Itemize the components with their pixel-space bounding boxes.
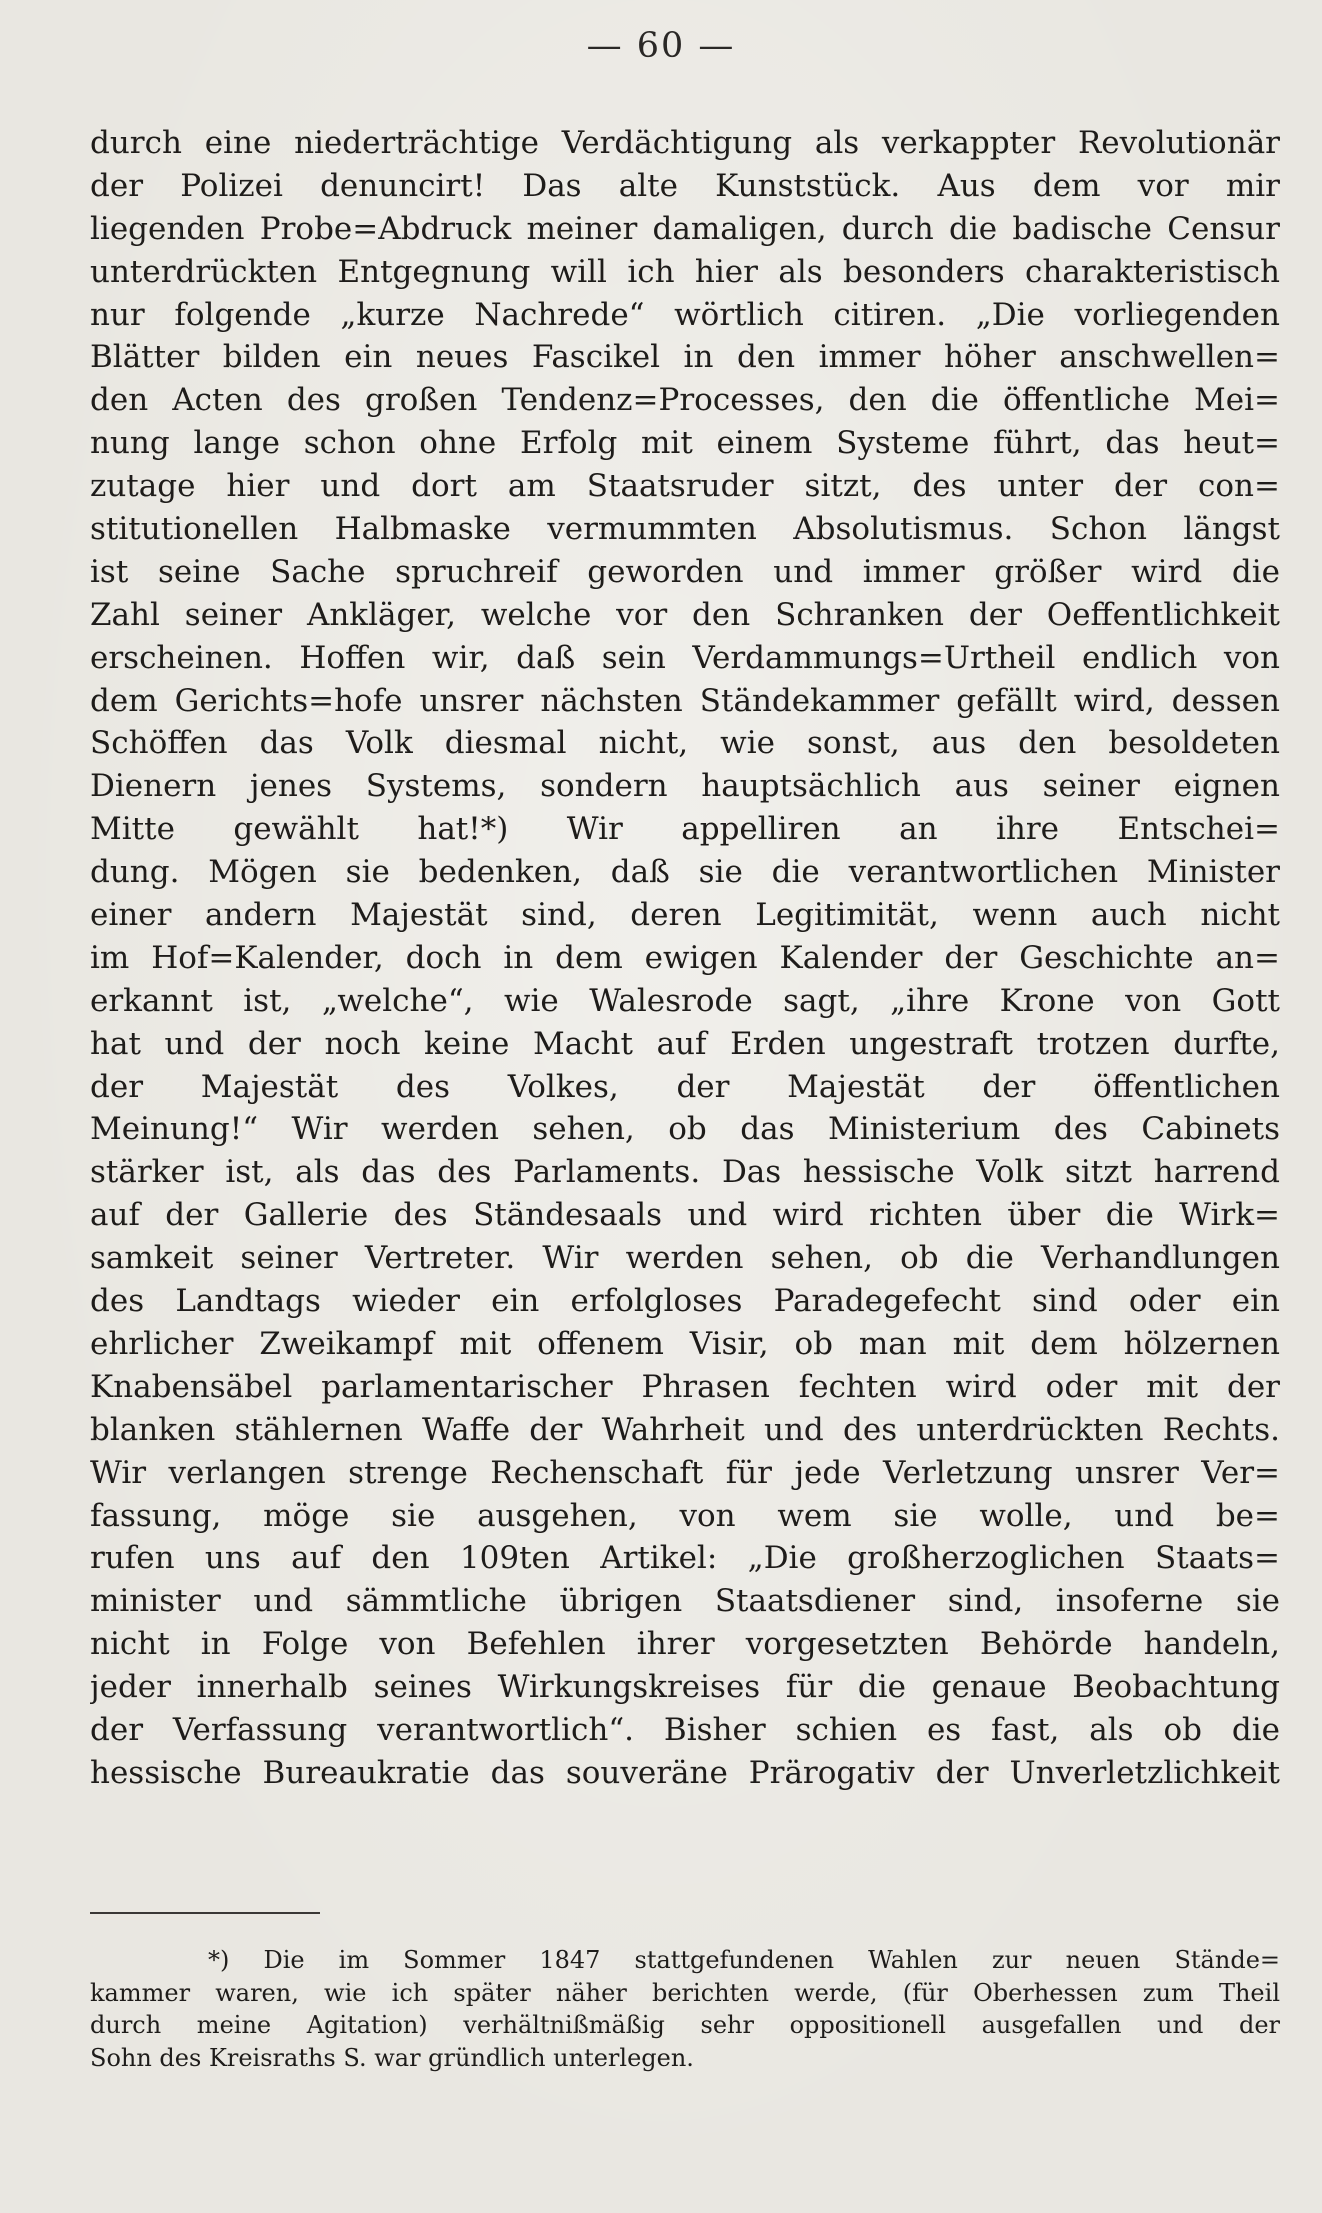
text-line: Knabensäbel parlamentarischer Phrasen fechten wird oder mit der (90, 1368, 1280, 1405)
text-line: erkannt ist, „welche“, wie Walesrode sagt, „ihre Krone von Gott (90, 982, 1280, 1019)
text-line: Mitte gewählt hat!*) Wir appelliren an ihre Entschei= (90, 811, 1280, 848)
text-line: hat und der noch keine Macht auf Erden ungestraft trotzen durfte, (90, 1025, 1280, 1062)
text-line: stärker ist, als das des Parlaments. Das hessische Volk sitzt harrend (90, 1154, 1280, 1191)
text-line: jeder innerhalb seines Wirkungskreises für die genaue Beobachtung (90, 1669, 1280, 1706)
text-line: unterdrückten Entgegnung will ich hier als besonders charakteristisch (90, 253, 1280, 290)
text-line: Meinung!“ Wir werden sehen, ob das Ministerium des Cabinets (90, 1111, 1280, 1148)
text-line: ist seine Sache spruchreif geworden und immer größer wird die (90, 553, 1280, 590)
footnote-divider (90, 1912, 320, 1914)
text-line: Dienern jenes Systems, sondern hauptsächlich aus seiner eignen (90, 768, 1280, 805)
text-line: erscheinen. Hoffen wir, daß sein Verdammungs=Urtheil endlich von (90, 639, 1280, 676)
text-line: dung. Mögen sie bedenken, daß sie die verantwortlichen Minister (90, 854, 1280, 891)
text-line: einer andern Majestät sind, deren Legitimität, wenn auch nicht (90, 897, 1280, 934)
footnote-line: durch meine Agitation) verhältnißmäßig sehr oppositionell ausgefallen und der (90, 2011, 1280, 2039)
text-line: des Landtags wieder ein erfolgloses Paradegefecht sind oder ein (90, 1283, 1280, 1320)
text-line: Blätter bilden ein neues Fascikel in den immer höher anschwellen= (90, 339, 1280, 376)
text-line: den Acten des großen Tendenz=Processes, den die öffentliche Mei= (90, 382, 1280, 419)
text-line: der Verfassung verantwortlich“. Bisher schien es fast, als ob die (90, 1711, 1280, 1748)
text-line: nicht in Folge von Befehlen ihrer vorgesetzten Behörde handeln, (90, 1626, 1280, 1663)
text-line: dem Gerichts=hofe unsrer nächsten Ständekammer gefällt wird, dessen (90, 682, 1280, 719)
footnote-line: Sohn des Kreisraths S. war gründlich unterlegen. (90, 2043, 694, 2072)
footnote-line: kammer waren, wie ich später näher berichten werde, (für Oberhessen zum Theil (90, 1978, 1280, 2007)
text-line: blanken stählernen Waffe der Wahrheit und des unterdrückten Rechts. (90, 1411, 1280, 1448)
text-line: nur folgende „kurze Nachrede“ wörtlich citiren. „Die vorliegenden (90, 296, 1280, 333)
page-number: — 60 — (586, 26, 736, 66)
text-line: liegenden Probe=Abdruck meiner damaligen, durch die badische Censur (90, 210, 1280, 247)
text-line: samkeit seiner Vertreter. Wir werden sehen, ob die Verhandlungen (90, 1240, 1280, 1277)
text-line: nung lange schon ohne Erfolg mit einem Systeme führt, das heut= (90, 425, 1280, 462)
text-line: rufen uns auf den 109ten Artikel: „Die großherzoglichen Staats= (90, 1540, 1280, 1577)
text-line: der Majestät des Volkes, der Majestät der öffentlichen (90, 1068, 1280, 1105)
body-text (90, 122, 1280, 1795)
text-line: durch eine niederträchtige Verdächtigung als verkappter Revolutionär (90, 125, 1280, 161)
footnote (90, 1944, 1280, 2074)
text-line: stitutionellen Halbmaske vermummten Absolutismus. Schon längst (90, 511, 1280, 548)
footnote-line: *) Die im Sommer 1847 stattgefundenen Wahlen zur neuen Stände= (208, 1946, 1280, 1974)
text-line: Zahl seiner Ankläger, welche vor den Schranken der Oeffentlichkeit (90, 596, 1280, 633)
text-line: fassung, möge sie ausgehen, von wem sie wolle, und be= (90, 1497, 1280, 1534)
text-line: im Hof=Kalender, doch in dem ewigen Kalender der Geschichte an= (90, 939, 1280, 976)
text-line: auf der Gallerie des Ständesaals und wird richten über die Wirk= (90, 1197, 1280, 1234)
text-line: minister und sämmtliche übrigen Staatsdiener sind, insoferne sie (90, 1583, 1280, 1620)
text-line: zutage hier und dort am Staatsruder sitzt, des unter der con= (90, 468, 1280, 505)
text-line: Wir verlangen strenge Rechenschaft für jede Verletzung unsrer Ver= (90, 1454, 1280, 1491)
text-line: der Polizei denuncirt! Das alte Kunststück. Aus dem vor mir (90, 167, 1280, 204)
text-line: hessische Bureaukratie das souveräne Prärogativ der Unverletzlichkeit (90, 1754, 1280, 1791)
text-line: Schöffen das Volk diesmal nicht, wie sonst, aus den besoldeten (90, 725, 1280, 762)
text-line: ehrlicher Zweikampf mit offenem Visir, ob man mit dem hölzernen (90, 1325, 1280, 1362)
